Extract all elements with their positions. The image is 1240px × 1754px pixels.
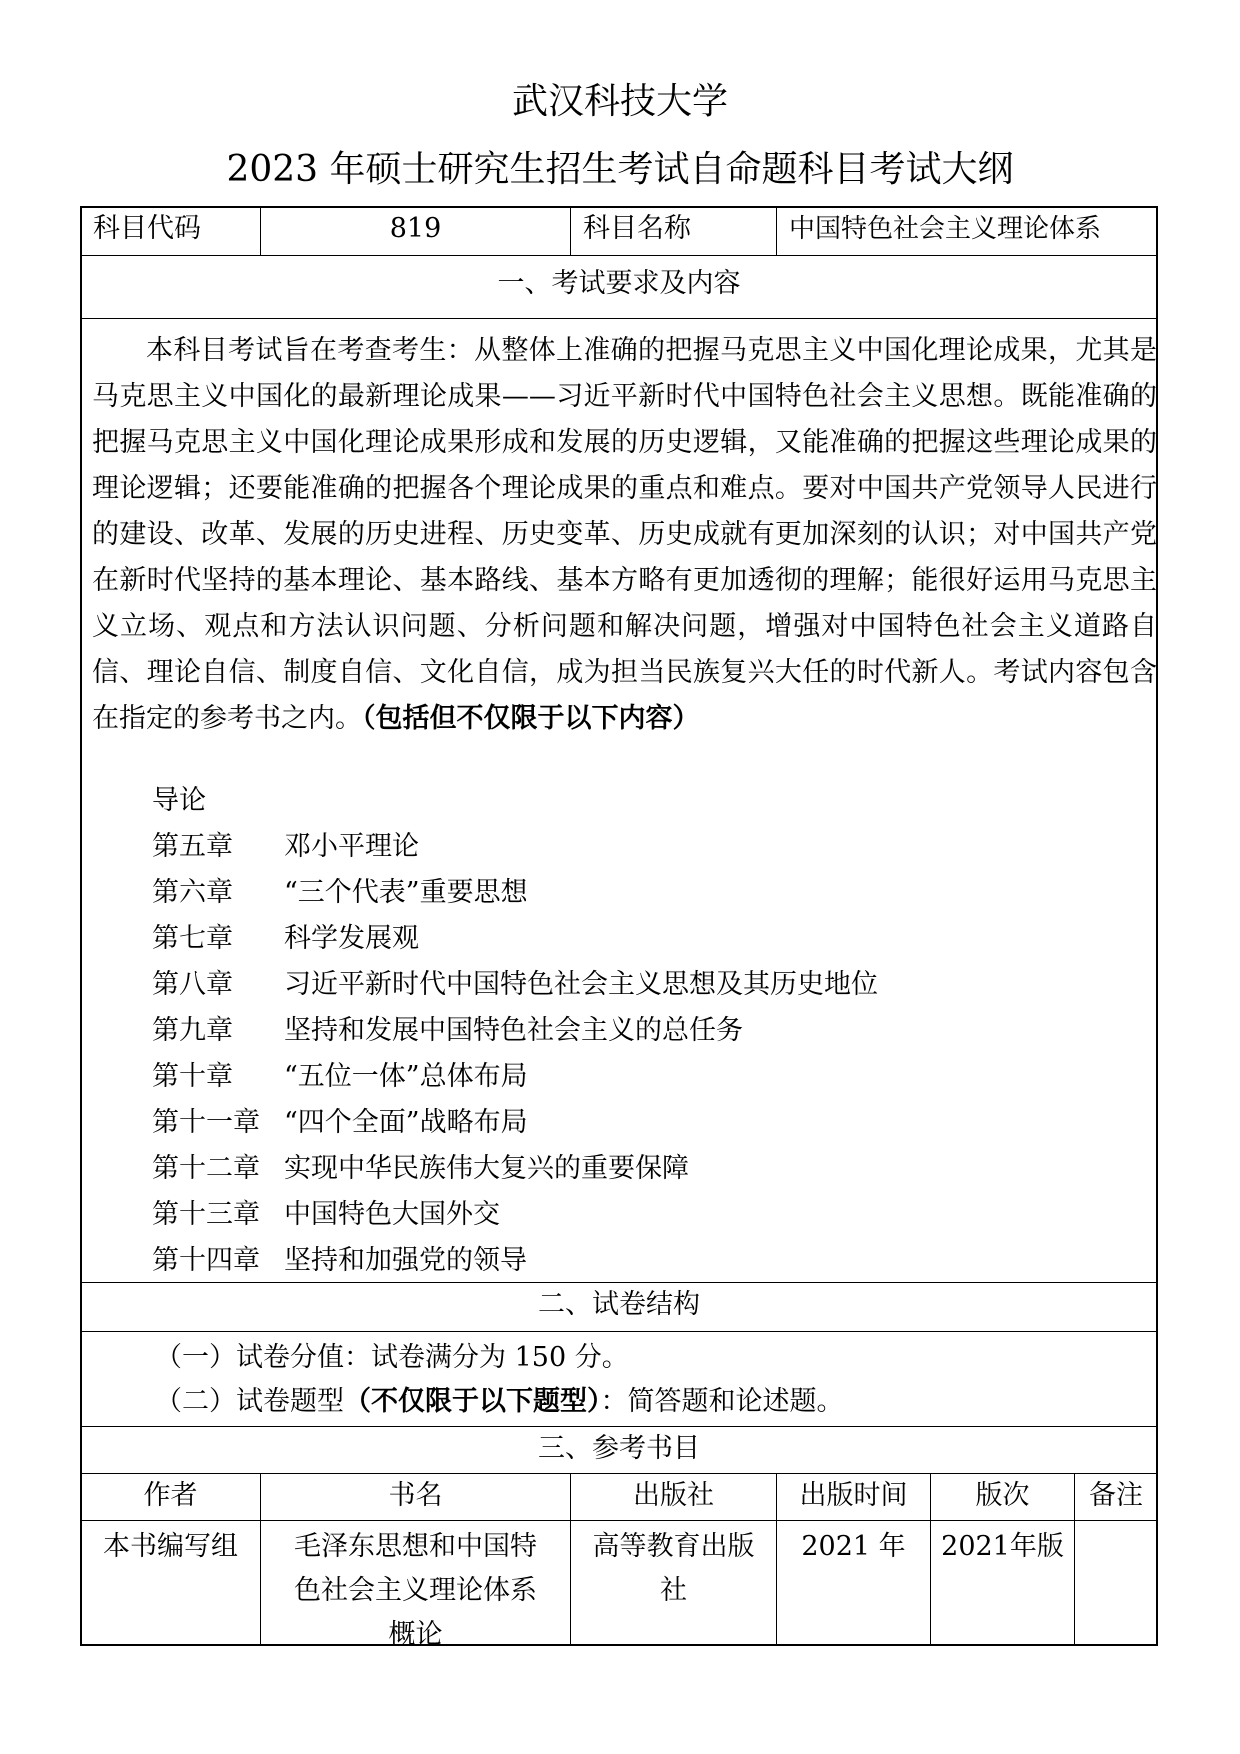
chapter-title: “四个全面”战略布局 bbox=[284, 1107, 528, 1138]
book-year: 2021 年 bbox=[776, 1520, 931, 1646]
intro-label: 导论 bbox=[152, 785, 206, 816]
col-note: 备注 bbox=[1074, 1473, 1158, 1521]
chapter-item bbox=[152, 962, 878, 1008]
chapter-num: 第十一章 bbox=[152, 1107, 260, 1138]
section2-heading: 二、试卷结构 bbox=[80, 1282, 1158, 1332]
question-type-suffix: ：简答题和论述题。 bbox=[600, 1386, 844, 1417]
chapter-item bbox=[152, 1192, 500, 1238]
chapter-item bbox=[152, 1054, 528, 1100]
book-title-line3: 概论 bbox=[388, 1619, 443, 1646]
chapter-title: 实现中华民族伟大复兴的重要保障 bbox=[284, 1153, 689, 1184]
col-book: 书名 bbox=[260, 1473, 571, 1521]
chapter-num: 第九章 bbox=[152, 1015, 233, 1046]
col-author: 作者 bbox=[80, 1473, 261, 1521]
chapter-num: 第十四章 bbox=[152, 1245, 260, 1276]
question-type-bold: （不仅限于以下题型） bbox=[344, 1386, 601, 1417]
question-type-line bbox=[155, 1380, 844, 1424]
chapter-item bbox=[152, 870, 528, 916]
score-line: （一）试卷分值：试卷满分为 150 分。 bbox=[155, 1342, 629, 1373]
book-title-line2: 色社会主义理论体系 bbox=[294, 1575, 537, 1606]
publisher-line1: 高等教育出版 bbox=[592, 1531, 755, 1562]
subject-name: 中国特色社会主义理论体系 bbox=[776, 206, 1158, 256]
chapter-num: 第八章 bbox=[152, 969, 233, 1000]
paragraph-bold-note: （包括但不仅限于以下内容） bbox=[362, 703, 700, 734]
chapter-title: 科学发展观 bbox=[284, 923, 419, 954]
chapter-title: 坚持和发展中国特色社会主义的总任务 bbox=[284, 1015, 743, 1046]
document-title: 2023 年硕士研究生招生考试自命题科目考试大纲 bbox=[226, 149, 1014, 190]
book-note bbox=[1074, 1520, 1158, 1646]
chapter-title: “五位一体”总体布局 bbox=[284, 1061, 528, 1092]
book-title bbox=[260, 1520, 571, 1646]
exam-requirements-paragraph bbox=[92, 328, 1157, 742]
subject-code: 819 bbox=[260, 206, 571, 256]
question-type-prefix: （二）试卷题型 bbox=[155, 1386, 344, 1417]
chapter-num: 第五章 bbox=[152, 831, 233, 862]
chapter-num: 第七章 bbox=[152, 923, 233, 954]
col-edition: 版次 bbox=[930, 1473, 1075, 1521]
chapter-title: 坚持和加强党的领导 bbox=[284, 1245, 527, 1276]
name-label: 科目名称 bbox=[570, 206, 777, 256]
chapter-title: 中国特色大国外交 bbox=[284, 1199, 500, 1230]
chapter-item bbox=[152, 1008, 743, 1054]
chapter-num: 第十章 bbox=[152, 1061, 233, 1092]
chapter-item bbox=[152, 916, 419, 962]
book-publisher bbox=[570, 1520, 777, 1646]
chapter-num: 第十二章 bbox=[152, 1153, 260, 1184]
code-label: 科目代码 bbox=[80, 206, 261, 256]
chapter-num: 第六章 bbox=[152, 877, 233, 908]
university-name: 武汉科技大学 bbox=[511, 81, 728, 122]
chapter-item bbox=[152, 1238, 527, 1284]
chapter-title: 邓小平理论 bbox=[284, 831, 419, 862]
paragraph-text: 本科目考试旨在考查考生：从整体上准确的把握马克思主义中国化理论成果，尤其是马克思主义中国化的最新理论成果——习近平新时代中国特色社会主义思想。既能准确的把握马克思主义中国化理论成果形成和发展的历史逻辑，又能准确的把握这些理论成果的理论逻辑；还要能准确的把握各个理论成果的重点和难点。要对中国共产党领导人民进行的建设、改革、发展的历史进程、历史变革、历史成就有更加深刻的认识；对中国共产党在新时代坚持的基本理论、基本路线、基本方略有更加透彻的理解；能很好运用马克思主义立场、观点和方法认识问题、分析问题和解决问题，增强对中国特色社会主义道路自信、理论自信、制度自信、文化自信，成为担当民族复兴大任的时代新人。考试内容包含在指定的参考书之内。 bbox=[92, 335, 1157, 734]
book-edition: 2021年版 bbox=[930, 1520, 1075, 1646]
book-author: 本书编写组 bbox=[80, 1520, 261, 1646]
section1-heading: 一、考试要求及内容 bbox=[80, 255, 1158, 319]
col-year: 出版时间 bbox=[776, 1473, 931, 1521]
chapter-item bbox=[152, 1100, 528, 1146]
col-publisher: 出版社 bbox=[570, 1473, 777, 1521]
chapter-item bbox=[152, 1146, 689, 1192]
section3-heading: 三、参考书目 bbox=[80, 1426, 1158, 1474]
chapter-item bbox=[152, 824, 419, 870]
intro-line bbox=[152, 778, 206, 824]
chapter-num: 第十三章 bbox=[152, 1199, 260, 1230]
book-title-line1: 毛泽东思想和中国特 bbox=[294, 1531, 537, 1562]
chapter-title: “三个代表”重要思想 bbox=[284, 877, 528, 908]
chapter-title: 习近平新时代中国特色社会主义思想及其历史地位 bbox=[284, 969, 878, 1000]
publisher-line2: 社 bbox=[660, 1575, 687, 1606]
